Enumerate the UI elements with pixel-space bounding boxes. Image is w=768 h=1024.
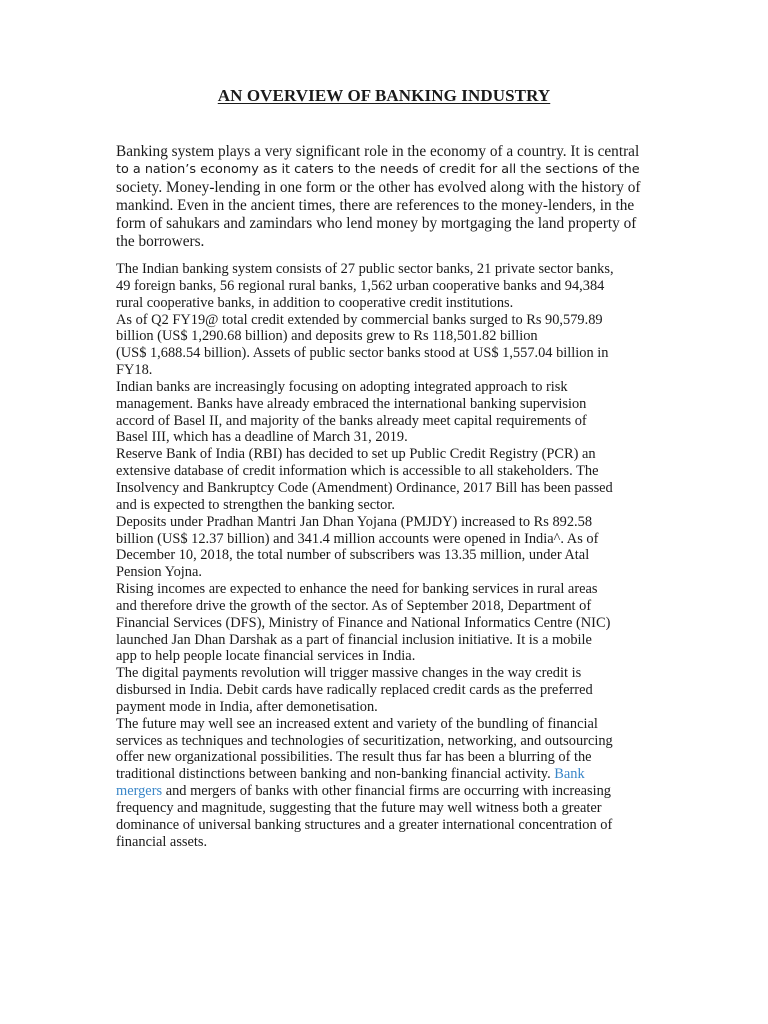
text-line: The future may well see an increased extent and variety of the bundling of financial [116, 715, 598, 732]
text-line: As of Q2 FY19@ total credit extended by commercial banks surged to Rs 90,579.89 [116, 311, 603, 328]
intro-line: Banking system plays a very significant role in the economy of a country. It is central [116, 143, 640, 160]
text-line: offer new organizational possibilities. The result thus far has been a blurring of the [116, 749, 592, 766]
text-line: Basel III, which has a deadline of March 31, 2019. [116, 429, 408, 446]
text-line: Deposits under Pradhan Mantri Jan Dhan Yojana (PMJDY) increased to Rs 892.58 [116, 513, 593, 530]
page-title: AN OVERVIEW OF BANKING INDUSTRY [217, 86, 551, 105]
text-line: accord of Basel II, and majority of the banks already meet capital requirements of [116, 412, 587, 429]
intro-line: to a nation’s economy as it caters to the needs of credit for all the sections of the [116, 162, 640, 178]
text-line: management. Banks have already embraced the international banking supervision [116, 395, 587, 412]
text-line: December 10, 2018, the total number of subscribers was 13.35 million, under Atal [116, 547, 590, 564]
paragraph-risk-management [116, 379, 661, 446]
text-line: The digital payments revolution will trigger massive changes in the way credit is [116, 665, 582, 682]
text-line: (US$ 1,688.54 billion). Assets of public sector banks stood at US$ 1,557.04 billion in [116, 345, 609, 362]
text-line: frequency and magnitude, suggesting that the future may well witness both a greater [116, 800, 602, 816]
text-line: financial assets. [116, 833, 208, 850]
intro-line: mankind. Even in the ancient times, there are references to the money-lenders, in the [116, 197, 635, 215]
paragraph-credit-deposits [116, 312, 661, 379]
text-line: disbursed in India. Debit cards have radically replaced credit cards as the preferred [116, 682, 593, 699]
text-line: The Indian banking system consists of 27 public sector banks, 21 private sector banks, [116, 261, 614, 277]
text-line: extensive database of credit information which is accessible to all stakeholders. The [116, 463, 599, 480]
body-text [116, 261, 661, 851]
text-line: Indian banks are increasingly focusing on adopting integrated approach to risk [116, 378, 568, 395]
intro-line: society. Money-lending in one form or the other has evolved along with the history of [116, 179, 641, 197]
text-segment: and mergers of banks with other financial firms are occurring with increasing [162, 783, 611, 800]
bank-mergers-link[interactable]: mergers [116, 783, 163, 800]
text-line: launched Jan Dhan Darshak as a part of financial inclusion initiative. It is a mobile [116, 631, 592, 648]
text-segment: traditional distinctions between banking and non-banking financial activity. [116, 766, 555, 783]
text-line: Rising incomes are expected to enhance the need for banking services in rural areas [116, 581, 598, 598]
paragraph-digital-payments [116, 665, 661, 716]
intro-paragraph [116, 143, 661, 252]
text-line [116, 783, 661, 800]
text-line: Reserve Bank of India (RBI) has decided to set up Public Credit Registry (PCR) an [116, 446, 596, 463]
text-line: Financial Services (DFS), Ministry of Finance and National Informatics Centre (NIC) [116, 614, 611, 631]
text-line: dominance of universal banking structures and a greater international concentration of [116, 816, 613, 833]
text-line: app to help people locate financial services in India. [116, 648, 416, 665]
paragraph-future-bundling [116, 716, 661, 851]
intro-line: form of sahukars and zamindars who lend money by mortgaging the land property of [116, 215, 637, 233]
text-line: services as techniques and technologies of securitization, networking, and outsourcing [116, 732, 613, 749]
text-line: and is expected to strengthen the banking sector. [116, 496, 395, 513]
paragraph-rbi-registry [116, 446, 661, 513]
text-line [116, 766, 661, 783]
text-line: 49 foreign banks, 56 regional rural banks, 1,562 urban cooperative banks and 94,384 [116, 277, 605, 294]
text-line: Pension Yojna. [116, 564, 202, 581]
text-line: rural cooperative banks, in addition to cooperative credit institutions. [116, 294, 514, 311]
paragraph-bank-structure [116, 261, 661, 312]
paragraph-rural-growth [116, 581, 661, 665]
intro-line: the borrowers. [116, 233, 205, 251]
text-line: FY18. [116, 362, 153, 379]
text-line: payment mode in India, after demonetisation. [116, 698, 378, 715]
text-line: Insolvency and Bankruptcy Code (Amendment) Ordinance, 2017 Bill has been passed [116, 479, 613, 496]
text-line: and therefore drive the growth of the sector. As of September 2018, Department of [116, 597, 592, 614]
text-line: billion (US$ 1,290.68 billion) and deposits grew to Rs 118,501.82 billion [116, 328, 538, 345]
paragraph-pmjdy [116, 514, 661, 581]
bank-mergers-link[interactable]: Bank [554, 766, 585, 783]
text-line: billion (US$ 12.37 billion) and 341.4 million accounts were opened in India^. As of [116, 530, 599, 547]
